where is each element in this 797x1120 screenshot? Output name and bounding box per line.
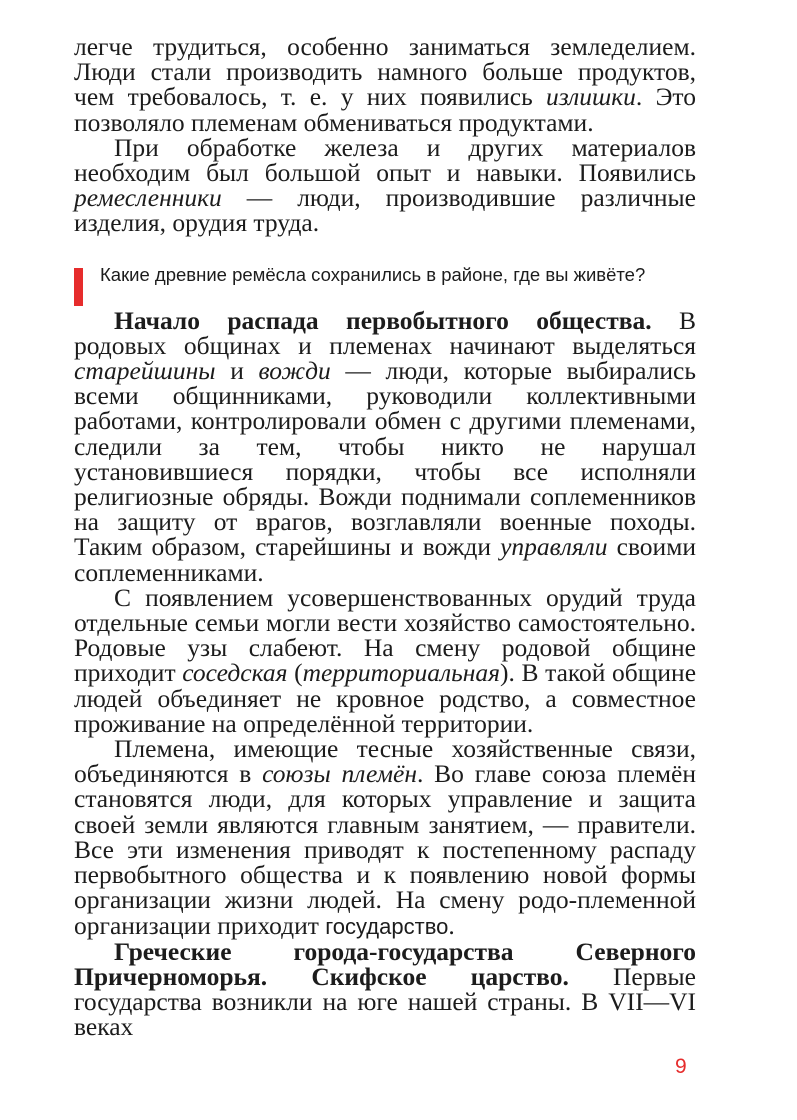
text: . (448, 910, 455, 940)
text: С появлением усовершенствованных орудий труда отдельные семьи могли вести хозяйство самостоятельно. Родовые узы слабеют. На смену родовой общине приходит (74, 582, 696, 688)
term-neighbor: соседская (182, 658, 288, 688)
term-craftsmen: ремесленники (74, 183, 222, 213)
text: легче трудиться, особенно заниматься земледелием. Люди стали производить намного больше продуктов, чем требовалось, т. е. у них появились (74, 32, 696, 112)
page-number: 9 (675, 1055, 687, 1078)
term-state: государство (325, 913, 449, 939)
paragraph-surplus (74, 34, 696, 135)
text: — люди, которые выбирались всеми общинниками, руководили коллективными работами, контролировали обмен с другими племенами, следили за тем, чтобы никто не нарушал установившиеся порядки, чтобы все исполняли религиозные обряды. Вожди поднимали соплеменников на защиту от врагов, возглавляли военные походы. Таким образом, старейшины и вожди (74, 356, 696, 562)
term-elders: старейшины (74, 356, 216, 386)
section-heading: Греческие города-государства Северного Причерноморья. Скифское царство. (74, 936, 696, 991)
paragraph-craftsmen (74, 132, 696, 238)
paragraph-greek-cities (74, 936, 696, 1042)
term-chiefs: вожди (258, 356, 331, 386)
text: . Во главе союза племён становятся люди, для которых управление и защита своей земли являются главным занятием, — правители. Все эти изменения приводят к постепенному распаду первобытного общества и к появлению новой формы организации жизни людей. На смену родо-племенной организации приходит (74, 759, 696, 940)
text: — люди, производившие различные изделия, орудия труда. (74, 183, 696, 238)
question-block (74, 264, 696, 286)
text: При обработке железа и других материалов необходим был большой опыт и навыки. Появились (74, 132, 696, 188)
text: ). В такой общине людей объединяет не кровное родство, а совместное проживание на определённой территории. (74, 658, 697, 738)
text: Первые государства возникли на юге нашей страны. В VII—VI веках (74, 961, 696, 1042)
term-surplus: излишки (546, 82, 636, 112)
paragraph-tribal-unions (74, 736, 696, 939)
section-heading: Начало распада первобытного общества. (114, 305, 652, 335)
text: В родовых общинах и племенах начинают выделяться (74, 305, 697, 360)
text: ( (287, 658, 303, 688)
term-tribal-unions: союзы племён (262, 759, 417, 789)
text: и (215, 356, 259, 386)
text: . Это позволяло племенам обмениваться продуктами. (74, 82, 696, 137)
text: Племена, имеющие тесные хозяйственные связи, объединяются в (74, 734, 696, 789)
paragraph-neighbor-community (74, 582, 697, 738)
question-marker (74, 268, 83, 306)
text: своими соплеменниками. (74, 532, 696, 587)
term-territorial: территориальная (302, 658, 500, 688)
term-governed: управляли (500, 532, 608, 562)
textbook-page (74, 34, 696, 1040)
question-text: Какие древние ремёсла сохранились в районе, где вы живёте? (100, 263, 646, 285)
paragraph-decline (74, 305, 697, 587)
